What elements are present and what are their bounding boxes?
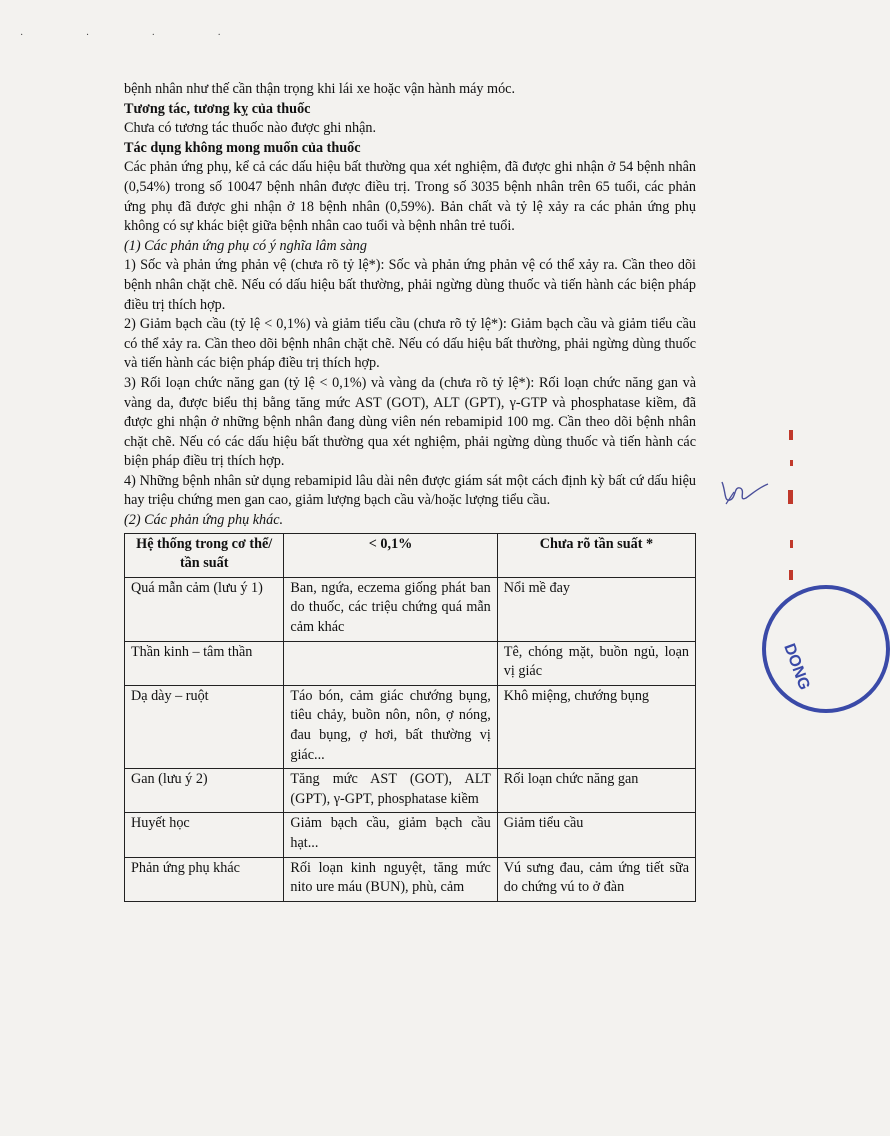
cell-low: Ban, ngứa, eczema giống phát ban do thuốc, các triệu chứng quá mẫn cảm khác — [284, 577, 497, 641]
table-row — [125, 769, 696, 813]
cell-unknown: Giảm tiểu cầu — [497, 813, 695, 857]
cell-unknown: Nổi mề đay — [497, 577, 695, 641]
item-monitoring: 4) Những bệnh nhân sử dụng rebamipid lâu dài nên được giám sát một cách định kỳ bất cứ dấu hiệu hay triệu chứng men gan cao, giảm lượng bạch cầu và/hoặc lượng tiểu cầu. — [124, 472, 696, 509]
stamp-lettering: DONG — [780, 641, 813, 693]
table-row — [125, 641, 696, 685]
item-liver: 3) Rối loạn chức năng gan (tỷ lệ < 0,1%) và vàng da (chưa rõ tỷ lệ*): Rối loạn chức năng gan và vàng da, được biểu thị bằng tăng mức AST (GOT), ALT (GPT), γ-GTP và phosphatase kiềm, đã được ghi nhận ở những bệnh nhân đang dùng viên nén rebamipid 100 mg. Cần theo dõi bệnh nhân chặt chẽ. Nếu có các dấu hiệu bất thường qua xét nghiệm, phải ngừng dùng thuốc và tiến hành các biện pháp điều trị thích hợp. — [124, 374, 696, 470]
cell-low: Rối loạn kinh nguyệt, tăng mức nito ure máu (BUN), phù, cảm — [284, 857, 497, 901]
cell-system: Quá mẫn cảm (lưu ý 1) — [125, 577, 284, 641]
cell-unknown: Tê, chóng mặt, buồn ngủ, loạn vị giác — [497, 641, 695, 685]
table-row — [125, 857, 696, 901]
cell-system: Gan (lưu ý 2) — [125, 769, 284, 813]
header-frequency-unknown: Chưa rõ tần suất * — [497, 533, 695, 577]
table-header-row — [125, 533, 696, 577]
paragraph-driving: bệnh nhân như thế cần thận trọng khi lái xe hoặc vận hành máy móc. — [124, 81, 516, 97]
table-row — [125, 685, 696, 768]
red-stamp-edge-marks — [786, 420, 796, 590]
document-body — [124, 80, 696, 902]
table-row — [125, 577, 696, 641]
cell-unknown: Vú sưng đau, cảm ứng tiết sữa do chứng vú to ở đàn — [497, 857, 695, 901]
cell-unknown: Rối loạn chức năng gan — [497, 769, 695, 813]
cell-low: Giảm bạch cầu, giảm bạch cầu hạt... — [284, 813, 497, 857]
heading-adverse-effects: Tác dụng không mong muốn của thuốc — [124, 139, 361, 156]
cell-low: Tăng mức AST (GOT), ALT (GPT), γ-GPT, phosphatase kiềm — [284, 769, 497, 813]
item-leukopenia: 2) Giảm bạch cầu (tỷ lệ < 0,1%) và giảm tiểu cầu (chưa rõ tỷ lệ*): Giảm bạch cầu và giảm tiểu cầu có thể xảy ra. Cần theo dõi bệnh nhân chặt chẽ. Nếu có dấu hiệu bất thường, phải ngừng dùng thuốc và tiến hành các biện pháp điều trị thích hợp. — [124, 316, 696, 372]
cell-system: Thần kinh – tâm thần — [125, 641, 284, 685]
item-shock: 1) Sốc và phản ứng phản vệ (chưa rõ tỷ lệ*): Sốc và phản ứng phản vệ có thể xảy ra. Cần theo dõi bệnh nhân chặt chẽ. Nếu có dấu hiệu bất thường, phải ngừng dùng thuốc và tiến hành các biện pháp điều trị thích hợp. — [124, 257, 696, 313]
header-frequency-low: < 0,1% — [284, 533, 497, 577]
adverse-reactions-table — [124, 533, 696, 902]
subheading-other: (2) Các phản ứng phụ khác. — [124, 512, 284, 529]
signature-icon — [712, 462, 772, 522]
heading-interactions: Tương tác, tương kỵ của thuốc — [124, 100, 311, 117]
scan-specks: · · · · — [20, 30, 251, 41]
cell-system: Phản ứng phụ khác — [125, 857, 284, 901]
cell-low: Táo bón, cảm giác chướng bụng, tiêu chảy, buồn nôn, nôn, ợ nóng, đau bụng, ợ hơi, bất thường vị giác... — [284, 685, 497, 768]
cell-system: Dạ dày – ruột — [125, 685, 284, 768]
table-row — [125, 813, 696, 857]
cell-unknown: Khô miệng, chướng bụng — [497, 685, 695, 768]
paragraph-adverse-effects: Các phản ứng phụ, kể cả các dấu hiệu bất thường qua xét nghiệm, đã được ghi nhận ở 54 bệnh nhân (0,54%) trong số 10047 bệnh nhân được điều trị. Trong số 3035 bệnh nhân trên 65 tuổi, các phản ứng phụ đã được ghi nhận ở 18 bệnh nhân (0,59%). Bản chất và tỷ lệ xảy ra các phản ứng phụ không có sự khác biệt giữa bệnh nhân cao tuổi và bệnh nhân trẻ tuổi. — [124, 159, 696, 235]
cell-system: Huyết học — [125, 813, 284, 857]
subheading-clinical: (1) Các phản ứng phụ có ý nghĩa lâm sàng — [124, 237, 367, 254]
header-system: Hệ thống trong cơ thể/ tần suất — [125, 533, 284, 577]
cell-low — [284, 641, 497, 685]
paragraph-interactions: Chưa có tương tác thuốc nào được ghi nhận. — [124, 120, 377, 137]
